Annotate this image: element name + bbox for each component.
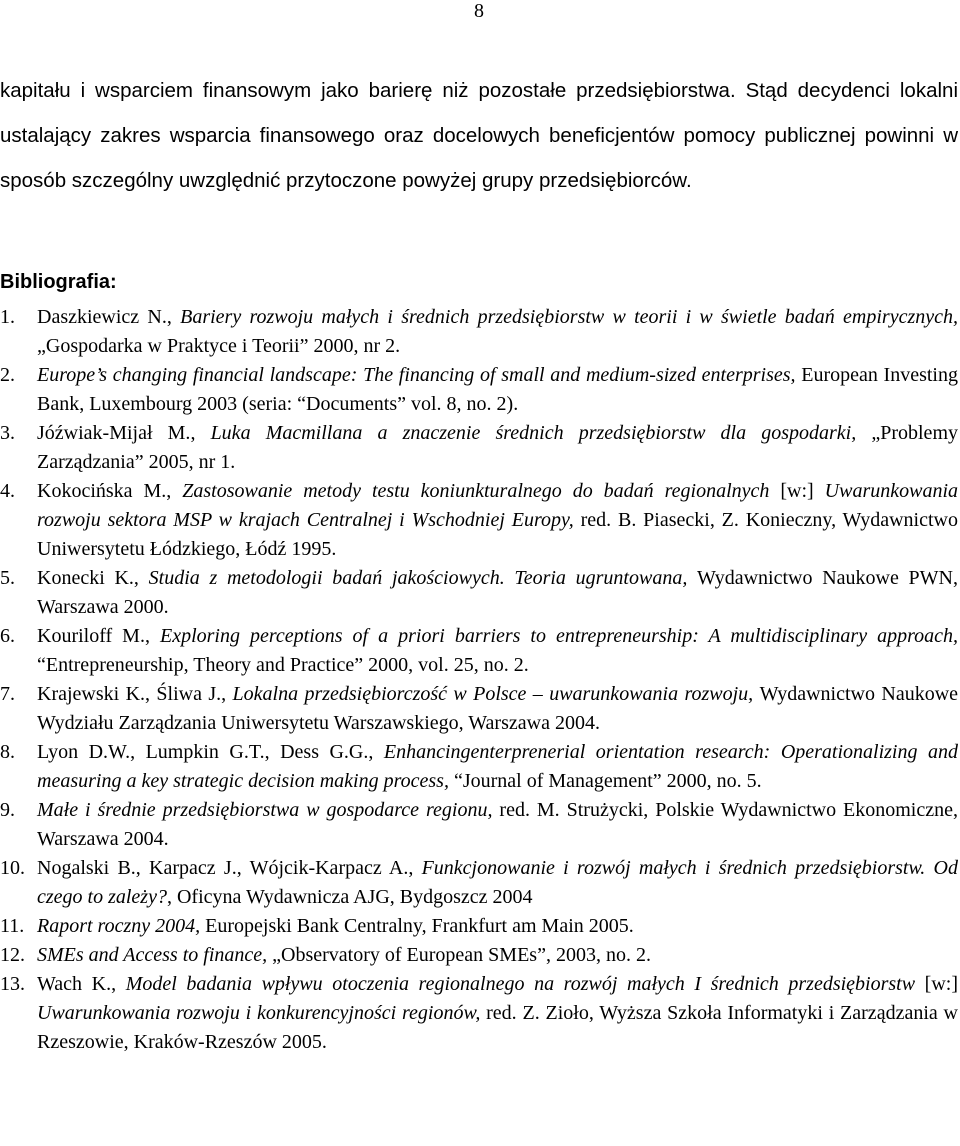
bibliography-entry	[0, 941, 958, 970]
entry-text: ,	[133, 567, 149, 589]
entry-text: Jóźwiak-Mijał M.	[37, 422, 191, 444]
entry-text: Lyon D.W., Lumpkin G.T., Dess G.G.	[37, 741, 369, 763]
entry-text: [w:]	[780, 480, 825, 502]
entry-text: Wydawnictwo Naukowe Wydziału Zarządzania Uniwersytetu Warszawskiego, Warszawa 2004.	[37, 683, 959, 734]
entry-text: Kouriloff M.	[37, 625, 145, 647]
entry-text: European Investing Bank, Luxembourg 2003 (seria: “Documents” vol. 8, no. 2).	[37, 364, 958, 415]
entry-title-text: Funkcjonowanie i rozwój małych i średnich przedsiębiorstw. Od czego to zależy?	[37, 857, 958, 908]
entry-title-text: Studia z metodologii badań jakościowych. Teoria ugruntowana,	[148, 567, 698, 589]
entry-number: 6.	[0, 625, 15, 647]
bibliography-entry	[0, 970, 958, 1057]
intro-paragraph: kapitału i wsparciem finansowym jako barierę niż pozostałe przedsiębiorstwa. Stąd decydenci lokalni ustalający zakres wsparcia finansowego oraz docelowych beneficjentów pomocy publicznej powinni w sposób szczególny uwzględnić przytoczone powyżej grupy przedsiębiorców.	[0, 79, 958, 192]
entry-title-text: Zastosowanie metody testu koniunkturalnego do badań regionalnych	[182, 480, 781, 502]
entry-text: ,	[111, 973, 126, 995]
entry-text: Kokocińska M.	[37, 480, 167, 502]
bibliography-entry	[0, 477, 958, 564]
entry-text: Nogalski B., Karpacz J., Wójcik-Karpacz A.	[37, 857, 409, 879]
entry-number: 11.	[0, 915, 25, 937]
entry-text: “Entrepreneurship, Theory and Practice” 2000, vol. 25, no. 2.	[37, 654, 529, 676]
entry-title-text: Model badania wpływu otoczenia regionalnego na rozwój małych I średnich przedsiębiorstw	[125, 973, 925, 995]
entry-number: 10.	[0, 857, 25, 879]
entry-number: 2.	[0, 364, 15, 386]
entry-title-text: Uwarunkowania rozwoju i konkurencyjności regionów,	[37, 1002, 487, 1024]
entry-title-text: Małe i średnie przedsiębiorstwa w gospodarce regionu,	[37, 799, 500, 821]
entry-number: 13.	[0, 973, 25, 995]
entry-number: 3.	[0, 422, 15, 444]
entry-title-text: Luka Macmillana a znaczenie średnich przedsiębiorstw dla gospodarki,	[210, 422, 872, 444]
bibliography-entry	[0, 796, 958, 854]
entry-text: ,	[368, 741, 384, 763]
entry-text: red. M. Strużycki, Polskie Wydawnictwo Ekonomiczne, Warszawa 2004.	[37, 799, 958, 850]
entry-number: 4.	[0, 480, 15, 502]
bibliography-entry	[0, 564, 958, 622]
entry-title-text: Exploring perceptions of a priori barriers to entrepreneurship: A multidisciplinary approach,	[159, 625, 958, 647]
bibliography-entry	[0, 738, 958, 796]
bibliography-entry	[0, 680, 958, 738]
entry-number: 12.	[0, 944, 25, 966]
entry-title-text: Raport roczny 2004,	[37, 915, 206, 937]
bibliography-entry	[0, 854, 958, 912]
bibliography-heading: Bibliografia:	[0, 271, 117, 293]
entry-text: red. B. Piasecki, Z. Konieczny, Wydawnictwo Uniwersytetu Łódzkiego, Łódź 1995.	[37, 509, 958, 560]
entry-title-text: Enhancingenterprenerial orientation research: Operationalizing and measuring a key strategic decision making process,	[37, 741, 958, 792]
entry-text: Konecki K.	[37, 567, 134, 589]
entry-text: ,	[221, 683, 233, 705]
entry-text: „Observatory of European SMEs”, 2003, no. 2.	[272, 944, 651, 966]
bibliography-list	[0, 303, 958, 1057]
entry-text: ,	[190, 422, 211, 444]
entry-text: „Problemy Zarządzania” 2005, nr 1.	[37, 422, 958, 473]
entry-title-text: Uwarunkowania rozwoju sektora MSP w krajach Centralnej i Wschodniej Europy,	[37, 480, 958, 531]
entry-text: ,	[144, 625, 160, 647]
entry-title-text: SMEs and Access to finance,	[37, 944, 273, 966]
entry-text: Daszkiewicz N.	[37, 306, 167, 328]
entry-text: [w:]	[924, 973, 958, 995]
entry-title-text: Lokalna przedsiębiorczość w Polsce – uwarunkowania rozwoju,	[232, 683, 760, 705]
entry-number: 8.	[0, 741, 15, 763]
entry-title-text: Bariery rozwoju małych i średnich przedsiębiorstw w teorii i w świetle badań empirycznych,	[180, 306, 958, 328]
entry-number: 1.	[0, 306, 15, 328]
page-number: 8	[474, 0, 484, 22]
entry-text: ,	[166, 480, 183, 502]
entry-text: ,	[408, 857, 422, 879]
entry-number: 9.	[0, 799, 15, 821]
entry-text: „Gospodarka w Praktyce i Teorii” 2000, nr 2.	[37, 335, 401, 357]
entry-text: Wydawnictwo Naukowe PWN, Warszawa 2000.	[37, 567, 958, 618]
bibliography-entry	[0, 912, 958, 941]
entry-text: red. Z. Zioło, Wyższa Szkoła Informatyki i Zarządzania w Rzeszowie, Kraków-Rzeszów 2005.	[37, 1002, 958, 1053]
bibliography-entry	[0, 419, 958, 477]
entry-title-text: Europe’s changing financial landscape: The financing of small and medium-sized enterprises,	[37, 364, 802, 386]
entry-number: 7.	[0, 683, 15, 705]
entry-text: ,	[166, 306, 181, 328]
entry-text: Wach K.	[37, 973, 112, 995]
entry-number: 5.	[0, 567, 15, 589]
entry-text: Krajewski K., Śliwa J.	[37, 683, 222, 705]
bibliography-entry	[0, 361, 958, 419]
entry-text: , Oficyna Wydawnicza AJG, Bydgoszcz 2004	[166, 886, 533, 908]
entry-text: “Journal of Management” 2000, no. 5.	[453, 770, 762, 792]
bibliography-entry	[0, 622, 958, 680]
bibliography-entry	[0, 303, 958, 361]
entry-text: Europejski Bank Centralny, Frankfurt am Main 2005.	[205, 915, 634, 937]
